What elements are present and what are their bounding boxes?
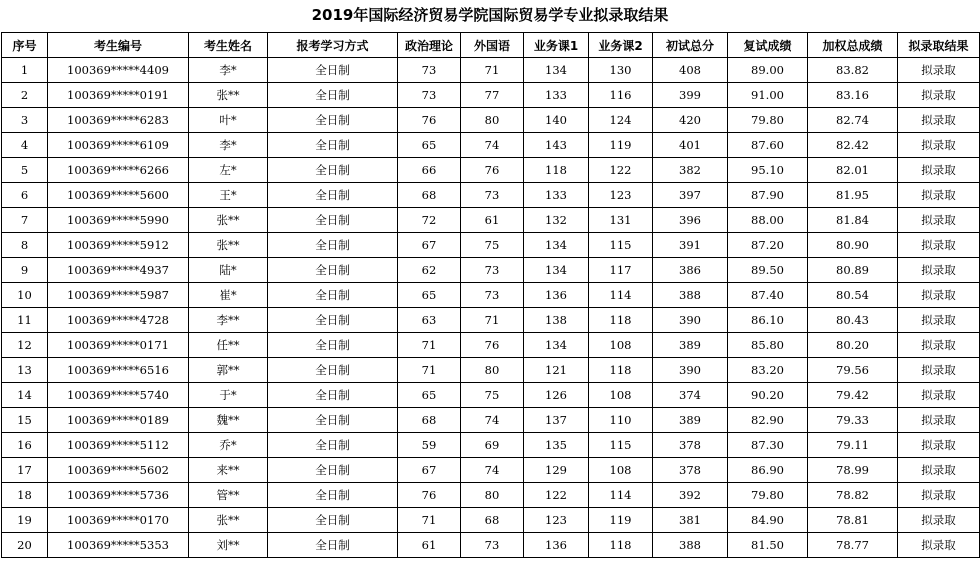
cell-candidate-name: 陆*: [189, 258, 268, 283]
cell-admission-result: 拟录取: [898, 333, 980, 358]
cell-candidate-id: 100369*****5990: [48, 208, 189, 233]
cell-study-mode: 全日制: [268, 58, 398, 83]
cell-admission-result: 拟录取: [898, 183, 980, 208]
cell-initial-total: 374: [653, 383, 728, 408]
cell-foreign-language: 74: [461, 408, 524, 433]
cell-subject-1: 143: [524, 133, 589, 158]
cell-subject-1: 122: [524, 483, 589, 508]
cell-study-mode: 全日制: [268, 108, 398, 133]
cell-admission-result: 拟录取: [898, 283, 980, 308]
cell-index: 8: [2, 233, 48, 258]
cell-foreign-language: 69: [461, 433, 524, 458]
cell-interview-score: 87.90: [728, 183, 808, 208]
cell-interview-score: 88.00: [728, 208, 808, 233]
cell-study-mode: 全日制: [268, 158, 398, 183]
cell-foreign-language: 71: [461, 308, 524, 333]
cell-subject-1: 140: [524, 108, 589, 133]
cell-candidate-name: 郭**: [189, 358, 268, 383]
cell-index: 13: [2, 358, 48, 383]
cell-politics: 68: [398, 183, 461, 208]
table-row: [2, 108, 980, 133]
cell-candidate-name: 魏**: [189, 408, 268, 433]
cell-subject-1: 129: [524, 458, 589, 483]
cell-initial-total: 382: [653, 158, 728, 183]
cell-admission-result: 拟录取: [898, 483, 980, 508]
cell-politics: 71: [398, 508, 461, 533]
cell-candidate-id: 100369*****5602: [48, 458, 189, 483]
cell-candidate-name: 左*: [189, 158, 268, 183]
cell-study-mode: 全日制: [268, 83, 398, 108]
cell-foreign-language: 75: [461, 383, 524, 408]
cell-index: 11: [2, 308, 48, 333]
cell-politics: 59: [398, 433, 461, 458]
cell-study-mode: 全日制: [268, 333, 398, 358]
cell-weighted-total: 78.99: [808, 458, 898, 483]
cell-initial-total: 381: [653, 508, 728, 533]
cell-subject-2: 110: [589, 408, 653, 433]
cell-admission-result: 拟录取: [898, 508, 980, 533]
cell-study-mode: 全日制: [268, 233, 398, 258]
cell-subject-2: 119: [589, 133, 653, 158]
cell-study-mode: 全日制: [268, 458, 398, 483]
column-header-politics: 政治理论: [398, 33, 461, 58]
cell-subject-2: 114: [589, 483, 653, 508]
cell-subject-2: 116: [589, 83, 653, 108]
cell-candidate-id: 100369*****0191: [48, 83, 189, 108]
cell-subject-1: 136: [524, 533, 589, 558]
table-row: [2, 208, 980, 233]
cell-index: 4: [2, 133, 48, 158]
cell-initial-total: 378: [653, 433, 728, 458]
cell-subject-1: 133: [524, 183, 589, 208]
cell-initial-total: 378: [653, 458, 728, 483]
cell-foreign-language: 76: [461, 333, 524, 358]
cell-politics: 67: [398, 233, 461, 258]
cell-candidate-name: 崔*: [189, 283, 268, 308]
column-header-candidate-name: 考生姓名: [189, 33, 268, 58]
cell-subject-1: 121: [524, 358, 589, 383]
column-header-candidate-id: 考生编号: [48, 33, 189, 58]
cell-candidate-id: 100369*****6109: [48, 133, 189, 158]
cell-admission-result: 拟录取: [898, 433, 980, 458]
page-title: 2019年国际经济贸易学院国际贸易学专业拟录取结果: [311, 6, 669, 24]
cell-subject-2: 118: [589, 533, 653, 558]
cell-subject-1: 133: [524, 83, 589, 108]
cell-foreign-language: 73: [461, 258, 524, 283]
cell-initial-total: 401: [653, 133, 728, 158]
cell-candidate-id: 100369*****5740: [48, 383, 189, 408]
cell-candidate-id: 100369*****5987: [48, 283, 189, 308]
cell-foreign-language: 61: [461, 208, 524, 233]
cell-weighted-total: 82.74: [808, 108, 898, 133]
cell-interview-score: 81.50: [728, 533, 808, 558]
cell-admission-result: 拟录取: [898, 458, 980, 483]
cell-admission-result: 拟录取: [898, 233, 980, 258]
column-header-index: 序号: [2, 33, 48, 58]
cell-foreign-language: 73: [461, 533, 524, 558]
cell-weighted-total: 83.82: [808, 58, 898, 83]
table-body: [2, 58, 980, 558]
cell-study-mode: 全日制: [268, 258, 398, 283]
cell-admission-result: 拟录取: [898, 308, 980, 333]
cell-index: 5: [2, 158, 48, 183]
cell-subject-2: 117: [589, 258, 653, 283]
cell-subject-2: 115: [589, 233, 653, 258]
cell-weighted-total: 81.95: [808, 183, 898, 208]
cell-study-mode: 全日制: [268, 183, 398, 208]
cell-index: 3: [2, 108, 48, 133]
cell-interview-score: 90.20: [728, 383, 808, 408]
cell-candidate-name: 张**: [189, 233, 268, 258]
table-row: [2, 133, 980, 158]
table-row: [2, 433, 980, 458]
cell-candidate-name: 管**: [189, 483, 268, 508]
cell-interview-score: 86.10: [728, 308, 808, 333]
cell-admission-result: 拟录取: [898, 133, 980, 158]
cell-interview-score: 82.90: [728, 408, 808, 433]
column-header-foreign-language: 外国语: [461, 33, 524, 58]
cell-study-mode: 全日制: [268, 208, 398, 233]
cell-foreign-language: 76: [461, 158, 524, 183]
table-row: [2, 408, 980, 433]
cell-weighted-total: 78.82: [808, 483, 898, 508]
cell-candidate-id: 100369*****6516: [48, 358, 189, 383]
cell-subject-2: 122: [589, 158, 653, 183]
cell-politics: 71: [398, 358, 461, 383]
cell-subject-1: 132: [524, 208, 589, 233]
cell-admission-result: 拟录取: [898, 108, 980, 133]
cell-admission-result: 拟录取: [898, 533, 980, 558]
cell-subject-2: 130: [589, 58, 653, 83]
column-header-study-mode: 报考学习方式: [268, 33, 398, 58]
cell-study-mode: 全日制: [268, 383, 398, 408]
cell-weighted-total: 78.77: [808, 533, 898, 558]
cell-subject-1: 137: [524, 408, 589, 433]
cell-initial-total: 420: [653, 108, 728, 133]
cell-initial-total: 399: [653, 83, 728, 108]
cell-foreign-language: 80: [461, 108, 524, 133]
cell-study-mode: 全日制: [268, 308, 398, 333]
column-header-admission-result: 拟录取结果: [898, 33, 980, 58]
column-header-initial-total: 初试总分: [653, 33, 728, 58]
cell-foreign-language: 74: [461, 458, 524, 483]
table-row: [2, 458, 980, 483]
cell-index: 9: [2, 258, 48, 283]
cell-candidate-name: 于*: [189, 383, 268, 408]
table-header-row: [2, 33, 980, 58]
cell-interview-score: 87.40: [728, 283, 808, 308]
cell-initial-total: 396: [653, 208, 728, 233]
cell-interview-score: 95.10: [728, 158, 808, 183]
table-row: [2, 383, 980, 408]
cell-candidate-name: 张**: [189, 208, 268, 233]
cell-interview-score: 89.50: [728, 258, 808, 283]
cell-admission-result: 拟录取: [898, 208, 980, 233]
cell-study-mode: 全日制: [268, 433, 398, 458]
cell-subject-2: 123: [589, 183, 653, 208]
cell-subject-2: 108: [589, 458, 653, 483]
cell-weighted-total: 79.11: [808, 433, 898, 458]
cell-candidate-name: 来**: [189, 458, 268, 483]
cell-subject-2: 118: [589, 308, 653, 333]
cell-subject-1: 126: [524, 383, 589, 408]
cell-politics: 76: [398, 483, 461, 508]
cell-candidate-name: 乔*: [189, 433, 268, 458]
cell-interview-score: 85.80: [728, 333, 808, 358]
cell-weighted-total: 82.42: [808, 133, 898, 158]
cell-politics: 73: [398, 58, 461, 83]
cell-admission-result: 拟录取: [898, 258, 980, 283]
cell-initial-total: 388: [653, 283, 728, 308]
cell-index: 16: [2, 433, 48, 458]
column-header-weighted-total: 加权总成绩: [808, 33, 898, 58]
cell-foreign-language: 74: [461, 133, 524, 158]
cell-subject-1: 134: [524, 233, 589, 258]
cell-admission-result: 拟录取: [898, 358, 980, 383]
cell-weighted-total: 81.84: [808, 208, 898, 233]
cell-politics: 68: [398, 408, 461, 433]
cell-candidate-name: 李*: [189, 58, 268, 83]
cell-candidate-id: 100369*****6283: [48, 108, 189, 133]
cell-politics: 71: [398, 333, 461, 358]
cell-interview-score: 84.90: [728, 508, 808, 533]
cell-foreign-language: 73: [461, 183, 524, 208]
cell-subject-2: 119: [589, 508, 653, 533]
cell-initial-total: 391: [653, 233, 728, 258]
cell-candidate-id: 100369*****0170: [48, 508, 189, 533]
cell-candidate-id: 100369*****4937: [48, 258, 189, 283]
cell-initial-total: 390: [653, 308, 728, 333]
cell-politics: 65: [398, 283, 461, 308]
cell-subject-1: 134: [524, 258, 589, 283]
cell-interview-score: 89.00: [728, 58, 808, 83]
cell-study-mode: 全日制: [268, 508, 398, 533]
cell-interview-score: 86.90: [728, 458, 808, 483]
cell-weighted-total: 80.43: [808, 308, 898, 333]
cell-candidate-id: 100369*****5600: [48, 183, 189, 208]
cell-weighted-total: 80.90: [808, 233, 898, 258]
cell-study-mode: 全日制: [268, 283, 398, 308]
cell-study-mode: 全日制: [268, 133, 398, 158]
cell-candidate-id: 100369*****5912: [48, 233, 189, 258]
cell-politics: 65: [398, 133, 461, 158]
cell-index: 12: [2, 333, 48, 358]
cell-study-mode: 全日制: [268, 408, 398, 433]
cell-politics: 61: [398, 533, 461, 558]
cell-initial-total: 408: [653, 58, 728, 83]
cell-subject-1: 136: [524, 283, 589, 308]
cell-candidate-name: 张**: [189, 83, 268, 108]
cell-candidate-id: 100369*****0171: [48, 333, 189, 358]
cell-subject-2: 114: [589, 283, 653, 308]
table-row: [2, 158, 980, 183]
cell-interview-score: 87.30: [728, 433, 808, 458]
cell-weighted-total: 82.01: [808, 158, 898, 183]
cell-subject-1: 135: [524, 433, 589, 458]
cell-study-mode: 全日制: [268, 533, 398, 558]
cell-admission-result: 拟录取: [898, 383, 980, 408]
column-header-subject-2: 业务课2: [589, 33, 653, 58]
cell-candidate-name: 张**: [189, 508, 268, 533]
cell-initial-total: 392: [653, 483, 728, 508]
table-row: [2, 83, 980, 108]
cell-index: 14: [2, 383, 48, 408]
cell-interview-score: 87.20: [728, 233, 808, 258]
table-row: [2, 358, 980, 383]
cell-index: 15: [2, 408, 48, 433]
cell-index: 20: [2, 533, 48, 558]
cell-foreign-language: 68: [461, 508, 524, 533]
column-header-subject-1: 业务课1: [524, 33, 589, 58]
table-row: [2, 233, 980, 258]
cell-subject-2: 108: [589, 333, 653, 358]
cell-foreign-language: 73: [461, 283, 524, 308]
table-row: [2, 533, 980, 558]
cell-candidate-id: 100369*****6266: [48, 158, 189, 183]
cell-politics: 63: [398, 308, 461, 333]
table-row: [2, 308, 980, 333]
cell-politics: 76: [398, 108, 461, 133]
cell-politics: 72: [398, 208, 461, 233]
cell-admission-result: 拟录取: [898, 408, 980, 433]
cell-candidate-id: 100369*****5112: [48, 433, 189, 458]
cell-admission-result: 拟录取: [898, 83, 980, 108]
cell-index: 7: [2, 208, 48, 233]
cell-admission-result: 拟录取: [898, 58, 980, 83]
cell-candidate-name: 王*: [189, 183, 268, 208]
cell-politics: 65: [398, 383, 461, 408]
cell-candidate-name: 李*: [189, 133, 268, 158]
cell-subject-1: 134: [524, 58, 589, 83]
cell-subject-1: 123: [524, 508, 589, 533]
cell-weighted-total: 80.20: [808, 333, 898, 358]
cell-foreign-language: 75: [461, 233, 524, 258]
cell-initial-total: 390: [653, 358, 728, 383]
cell-initial-total: 388: [653, 533, 728, 558]
table-row: [2, 183, 980, 208]
cell-index: 2: [2, 83, 48, 108]
table-row: [2, 333, 980, 358]
cell-initial-total: 386: [653, 258, 728, 283]
cell-weighted-total: 78.81: [808, 508, 898, 533]
cell-subject-2: 124: [589, 108, 653, 133]
table-row: [2, 483, 980, 508]
cell-index: 1: [2, 58, 48, 83]
cell-subject-2: 108: [589, 383, 653, 408]
cell-politics: 67: [398, 458, 461, 483]
cell-weighted-total: 79.33: [808, 408, 898, 433]
cell-subject-2: 118: [589, 358, 653, 383]
cell-subject-1: 138: [524, 308, 589, 333]
cell-interview-score: 79.80: [728, 108, 808, 133]
cell-candidate-id: 100369*****5353: [48, 533, 189, 558]
cell-index: 17: [2, 458, 48, 483]
cell-foreign-language: 71: [461, 58, 524, 83]
cell-subject-2: 131: [589, 208, 653, 233]
cell-interview-score: 91.00: [728, 83, 808, 108]
cell-weighted-total: 80.54: [808, 283, 898, 308]
cell-initial-total: 389: [653, 408, 728, 433]
cell-interview-score: 79.80: [728, 483, 808, 508]
cell-initial-total: 397: [653, 183, 728, 208]
cell-weighted-total: 79.42: [808, 383, 898, 408]
cell-weighted-total: 79.56: [808, 358, 898, 383]
cell-weighted-total: 80.89: [808, 258, 898, 283]
cell-candidate-id: 100369*****0189: [48, 408, 189, 433]
cell-candidate-id: 100369*****5736: [48, 483, 189, 508]
column-header-interview-score: 复试成绩: [728, 33, 808, 58]
cell-initial-total: 389: [653, 333, 728, 358]
cell-subject-2: 115: [589, 433, 653, 458]
cell-study-mode: 全日制: [268, 358, 398, 383]
cell-admission-result: 拟录取: [898, 158, 980, 183]
admission-results-table: [1, 32, 980, 558]
cell-candidate-id: 100369*****4728: [48, 308, 189, 333]
cell-index: 10: [2, 283, 48, 308]
cell-candidate-name: 刘**: [189, 533, 268, 558]
cell-foreign-language: 80: [461, 358, 524, 383]
cell-foreign-language: 77: [461, 83, 524, 108]
cell-interview-score: 83.20: [728, 358, 808, 383]
cell-candidate-name: 任**: [189, 333, 268, 358]
table-row: [2, 508, 980, 533]
cell-index: 6: [2, 183, 48, 208]
cell-politics: 66: [398, 158, 461, 183]
cell-subject-1: 134: [524, 333, 589, 358]
table-row: [2, 58, 980, 83]
cell-politics: 62: [398, 258, 461, 283]
cell-candidate-name: 李**: [189, 308, 268, 333]
cell-study-mode: 全日制: [268, 483, 398, 508]
cell-candidate-id: 100369*****4409: [48, 58, 189, 83]
table-row: [2, 283, 980, 308]
cell-subject-1: 118: [524, 158, 589, 183]
cell-interview-score: 87.60: [728, 133, 808, 158]
cell-politics: 73: [398, 83, 461, 108]
table-row: [2, 258, 980, 283]
cell-foreign-language: 80: [461, 483, 524, 508]
cell-weighted-total: 83.16: [808, 83, 898, 108]
cell-candidate-name: 叶*: [189, 108, 268, 133]
cell-index: 18: [2, 483, 48, 508]
cell-index: 19: [2, 508, 48, 533]
